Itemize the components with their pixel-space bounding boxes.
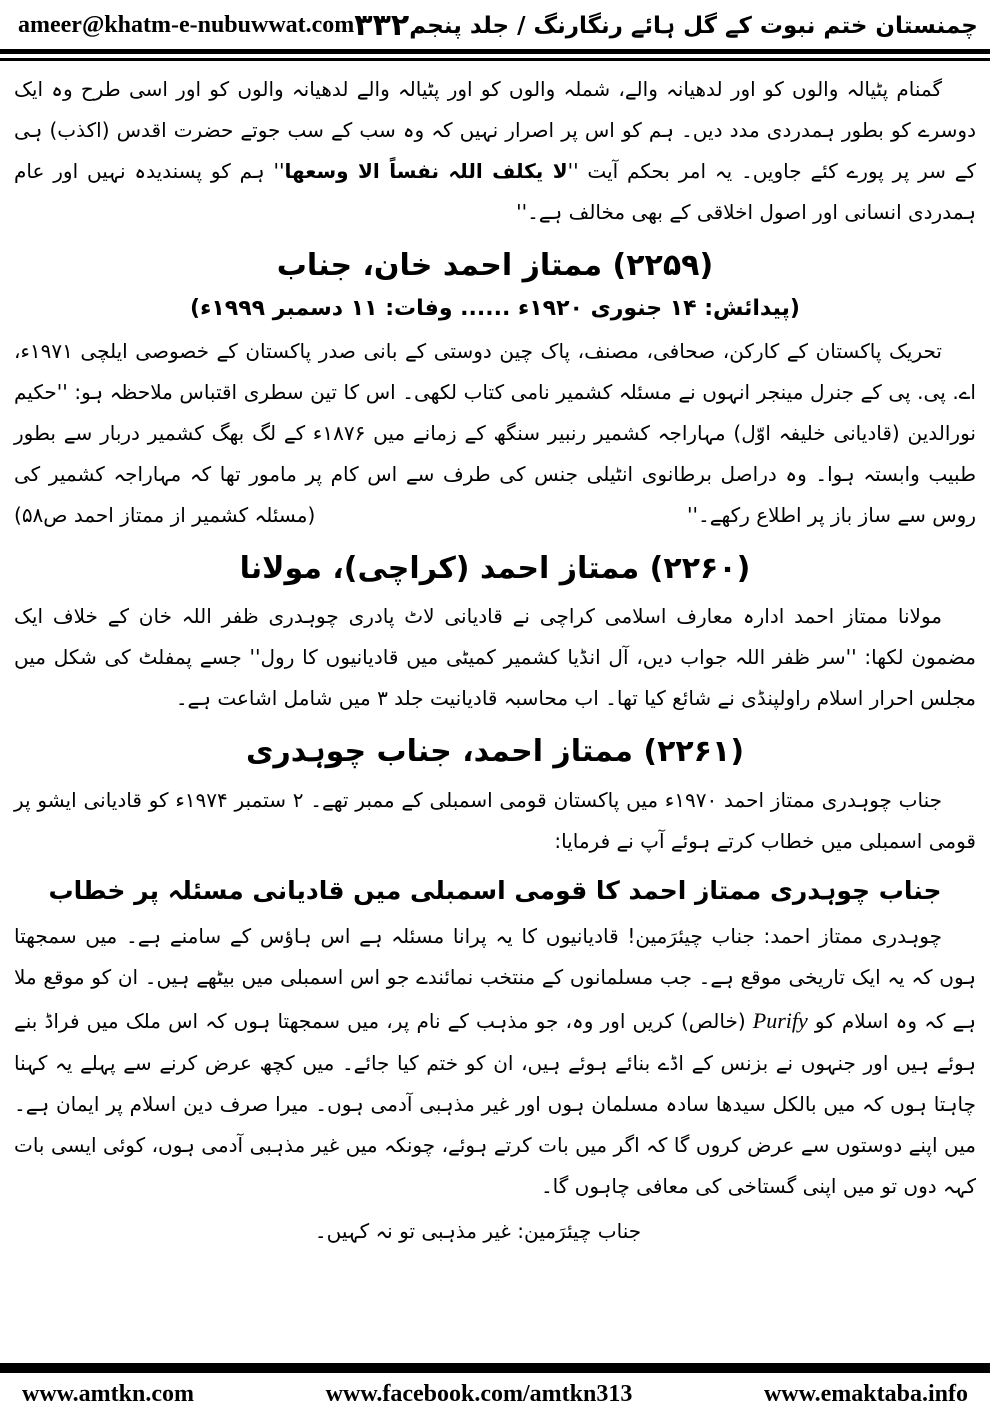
footer-url-amtkn: www.amtkn.com	[22, 1381, 194, 1407]
speech-text-post: (خالص) کریں اور وہ، جو مذہب کے نام پر، میں سمجھتا ہوں کہ اس ملک میں فراڈ بنے ہوئے ہیں اور جنہوں نے بزنس کے اڈے بنائے ہوئے ہیں، ان کو ختم کیا جائے۔ میں کچھ عرض کرنے سے پہلے یہ کہنا چاہتا ہوں کہ میں بالکل سیدھا سادہ مسلمان ہوں اور غیر مذہبی آدمی ہوں۔ میرا صرف دین اسلام پر ایمان ہے۔ میں اپنے دوستوں سے عرض کروں گا کہ اگر میں بات کرتے ہوئے، چونکہ میں غیر مذہبی آدمی ہوں، کوئی ایسی بات کہہ دوں تو میں اپنی گستاخی کی معافی چاہوں گا۔	[14, 1009, 976, 1199]
book-title: چمنستان ختم نبوت کے گل ہائے رنگارنگ / جلد پنجم	[409, 12, 978, 39]
contact-email: ameer@khatm-e-nubuwwat.com	[18, 12, 355, 38]
chairman-remark: جناب چیئرَمین: غیر مذہبی تو نہ کہیں۔	[314, 1219, 642, 1244]
page-body	[0, 61, 990, 1363]
entry-2261-body: جناب چوہدری ممتاز احمد ۱۹۷۰ء میں پاکستان قومی اسمبلی کے ممبر تھے۔ ۲ ستمبر ۱۹۷۴ء کو قادیانی ایشو پر قومی اسمبلی میں خطاب کرتے ہوئے آپ نے فرمایا:	[14, 787, 976, 853]
entry-2260-heading: (۲۲۶۰) ممتاز احمد (کراچی)، مولانا	[239, 550, 751, 586]
purify-word: Purify	[752, 1008, 808, 1034]
intro-text-post: '' ہم کو پسندیدہ نہیں اور عام ہمدردی انسانی اور اصول اخلاقی کے بھی مخالف ہے۔''	[14, 159, 976, 224]
header-divider	[0, 49, 990, 61]
intro-text-pre: گمنام پٹیالہ والوں کو اور لدھیانہ والے، شملہ والوں کو اور پٹیالہ والے لدھیانہ والوں کو اور اسی طرح وہ ایک دوسرے کو بطور ہمدردی مدد دیں۔ ہم کو اس پر اصرار نہیں کہ وہ سب کے سب جوتے حضرت اقدس (اکذب) ہی کے سر پر پورے کئے جاویں۔ یہ امر بحکم آیت ''	[14, 77, 976, 183]
page-number: ۳۳۲	[354, 8, 410, 43]
page-header	[0, 0, 990, 47]
entry-2260-body: مولانا ممتاز احمد ادارہ معارف اسلامی کراچی نے قادیانی لاٹ پادری چوہدری ظفر اللہ خان کے خلاف ایک مضمون لکھا: ''سر ظفر اللہ جواب دیں، آل انڈیا کشمیر کمیٹی میں قادیانیوں کا رول'' جسے پمفلٹ کی شکل میں مجلس احرار اسلام راولپنڈی نے شائع کیا تھا۔ اب محاسبہ قادیانیت جلد ۳ میں شامل اشاعت ہے۔	[14, 604, 976, 711]
footer-url-facebook: www.facebook.com/amtkn313	[325, 1381, 633, 1407]
page-footer	[0, 1363, 990, 1420]
intro-paragraph	[14, 69, 976, 233]
footer-links	[0, 1373, 990, 1420]
footer-url-emaktaba: www.emaktaba.info	[763, 1381, 968, 1407]
speech-heading: جناب چوہدری ممتاز احمد کا قومی اسمبلی میں قادیانی مسئلہ پر خطاب	[48, 875, 942, 905]
entry-2261-heading: (۲۲۶۱) ممتاز احمد، جناب چوہدری	[245, 734, 745, 770]
entry-2259-body	[14, 331, 976, 536]
speech-text-pre: چوہدری ممتاز احمد: جناب چیئرَمین! قادیانیوں کا یہ پرانا مسئلہ ہے اس ہاؤس کے سامنے ہے۔ میں سمجھتا ہوں کہ یہ ایک تاریخی موقع ہے۔ جب مسلمانوں کے منتخب نمائندے جو اس اسمبلی میں بیٹھے ہیں۔ ان کو موقع ملا ہے کہ وہ اسلام کو	[14, 924, 976, 1034]
speech-paragraph	[14, 916, 976, 1207]
entry-2259-text: تحریک پاکستان کے کارکن، صحافی، مصنف، پاک چین دوستی کے بانی صدر پاکستان کے خصوصی ایلچی ۱۹۷۱ء، اے. پی. پی کے جنرل مینجر انہوں نے مسئلہ کشمیر نامی کتاب لکھی۔ اس کا تین سطری اقتباس ملاحظہ ہو: ''حکیم نورالدین (قادیانی خلیفہ اوّل) مہاراجہ کشمیر رنبیر سنگھ کے زمانے میں ۱۸۷۶ء کے لگ بھگ کشمیر دربار سے بطور طبیب وابستہ ہوا۔ وہ دراصل برطانوی انٹیلی جنس کی طرف سے اس کام پر مامور تھا کہ مہاراجہ کشمیر کی روس سے ساز باز پر اطلاع رکھے۔''	[14, 338, 976, 527]
quran-verse: لا یکلف اللہ نفساً الا وسعها	[284, 159, 568, 183]
entry-2259-citation: (مسئلہ کشمیر از ممتاز احمد ص۵۸)	[14, 502, 316, 527]
entry-2259-dates: (پیدائش: ۱۴ جنوری ۱۹۲۰ء ...... وفات: ۱۱ دسمبر ۱۹۹۹ء)	[190, 295, 800, 321]
entry-2259-heading: (۲۲۵۹) ممتاز احمد خان، جناب	[276, 248, 714, 283]
footer-divider	[0, 1363, 990, 1373]
